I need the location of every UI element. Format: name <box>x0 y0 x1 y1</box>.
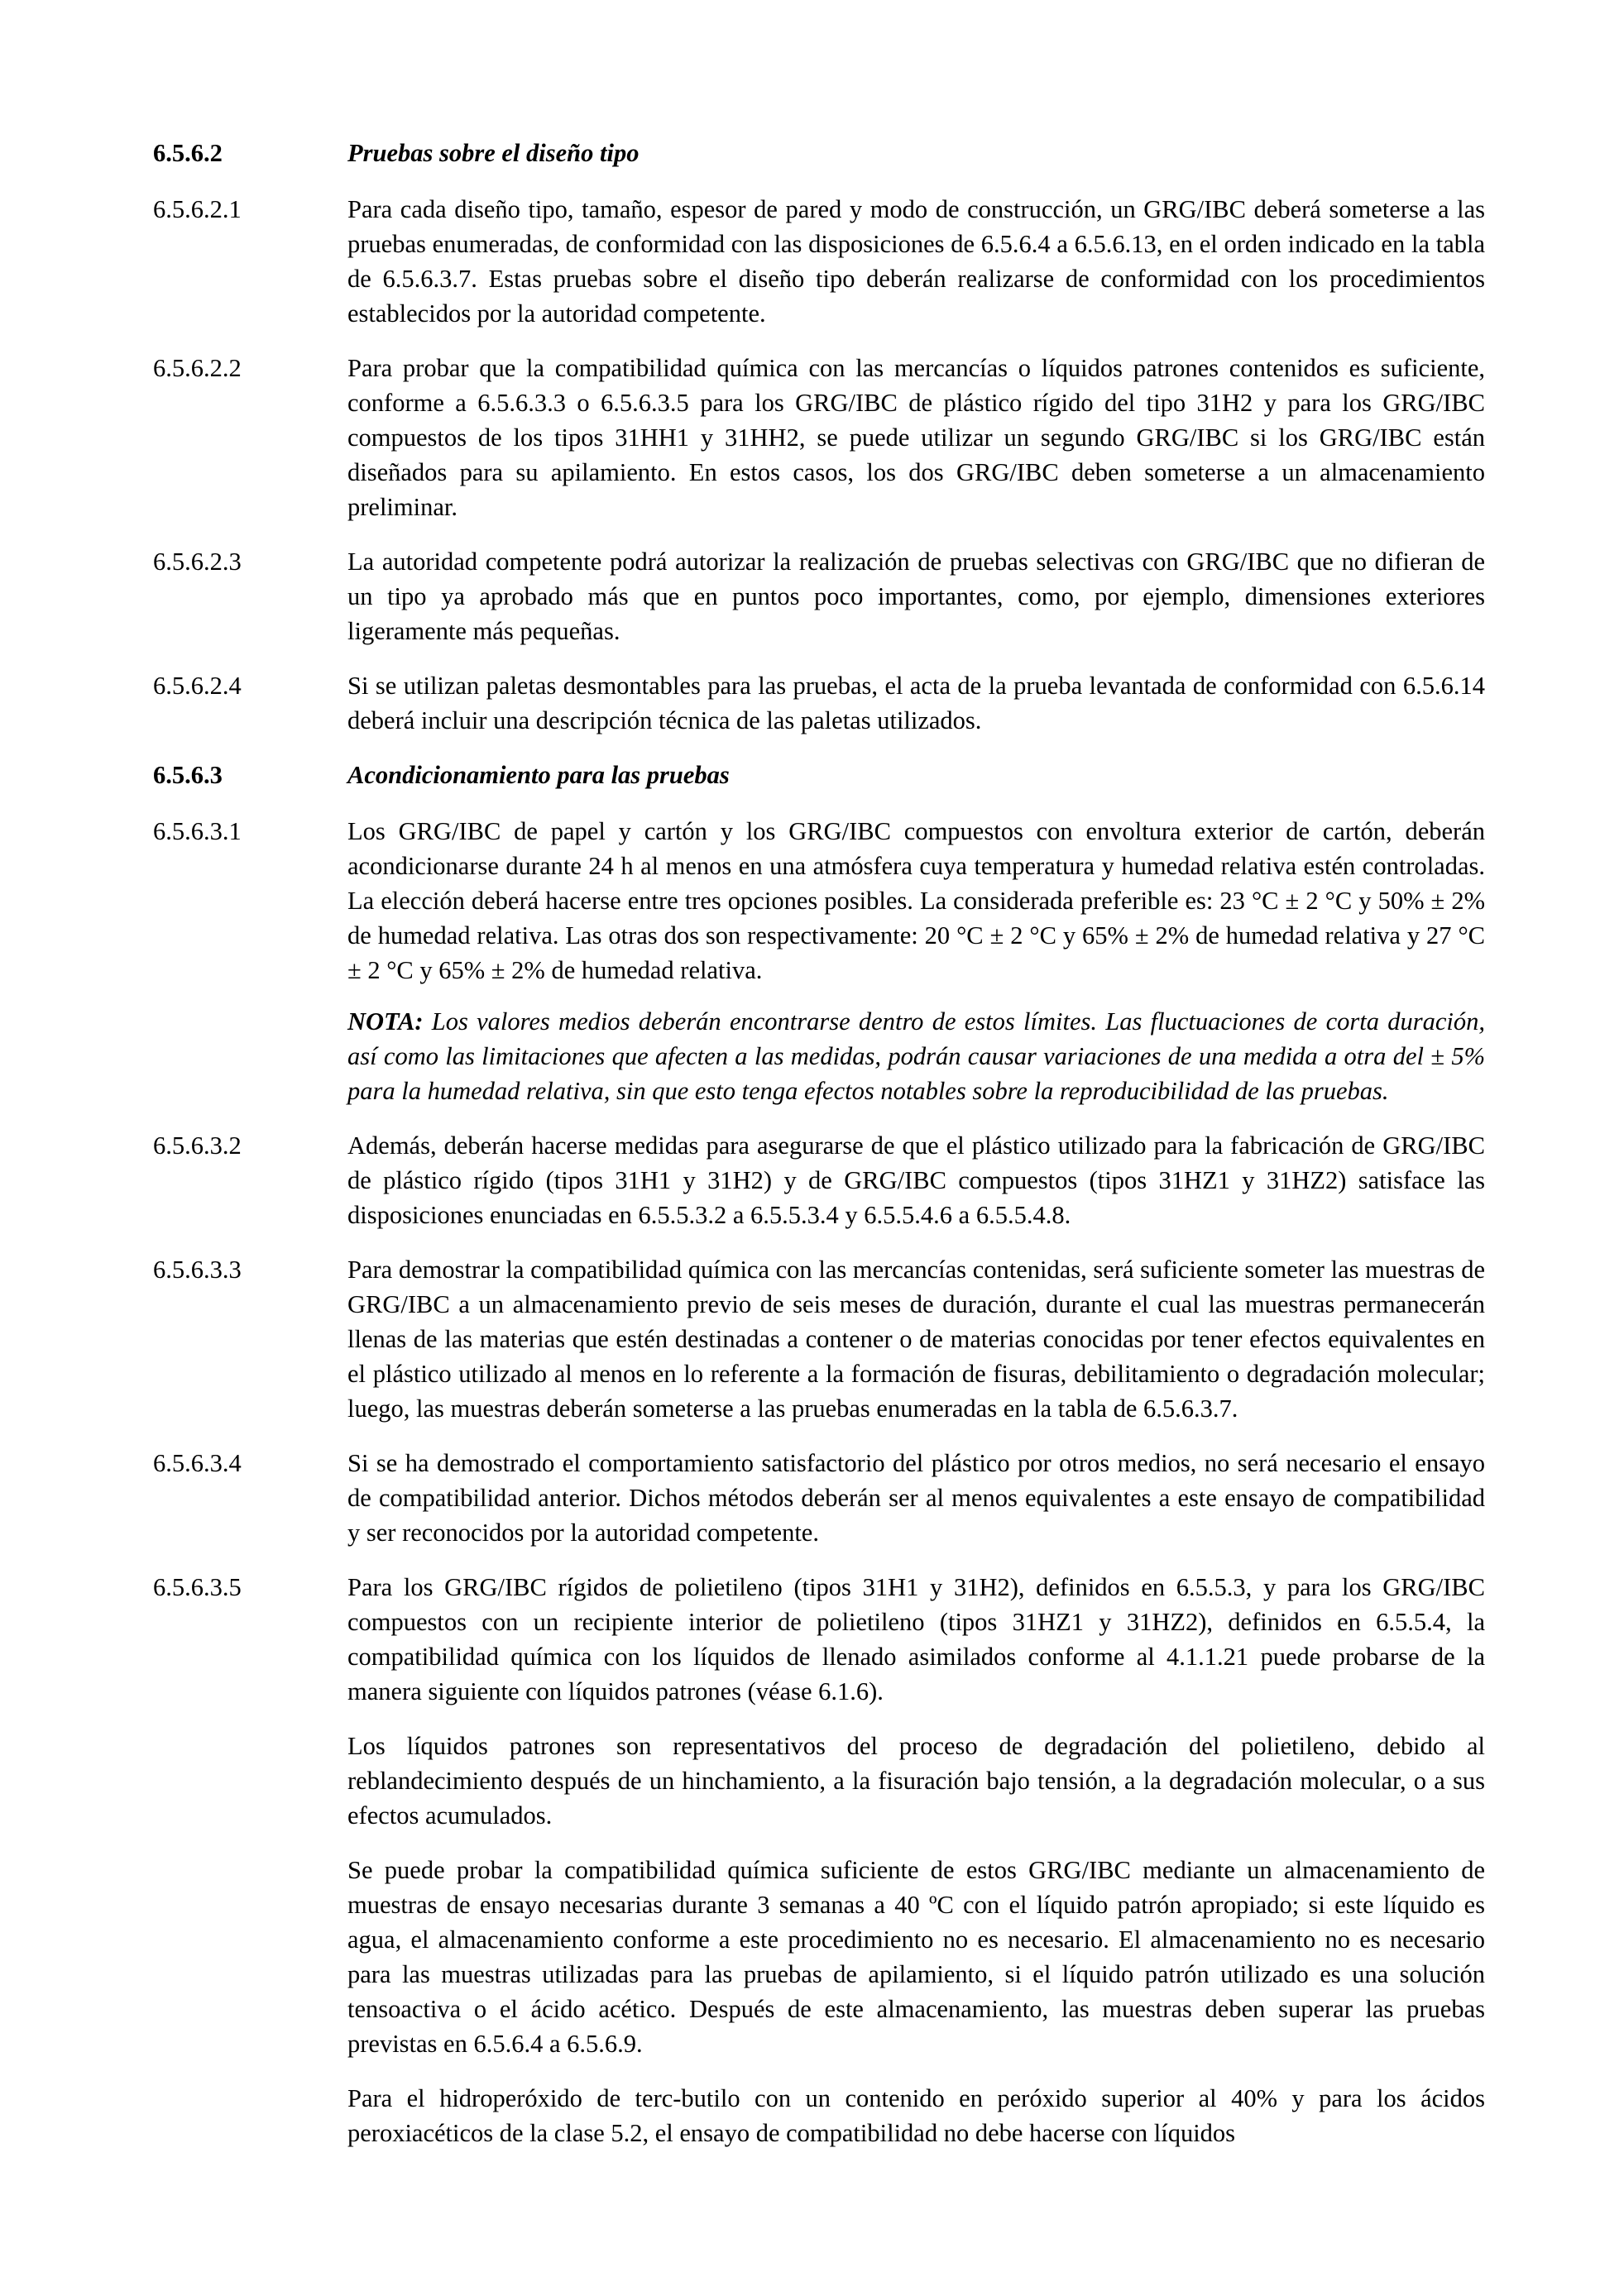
paragraph-text: Además, deberán hacerse medidas para asegurarse de que el plástico utilizado para la fabricación de GRG/IBC de plástico rígido (tipos 31H1 y 31H2) y de GRG/IBC compuestos (tipos 31HZ1 y 31HZ2) satisface las disposiciones enunciadas en 6.5.5.3.2 a 6.5.5.3.4 y 6.5.5.4.6 a 6.5.5.4.8. <box>347 1131 1485 1229</box>
section-number: 6.5.6.2 <box>153 139 223 167</box>
nota-label: NOTA: <box>347 1007 424 1036</box>
paragraph-65621 <box>153 192 1485 331</box>
nota-block <box>153 1004 1485 1108</box>
paragraph-text: La autoridad competente podrá autorizar la realización de pruebas selectivas con GRG/IBC que no difieran de un tipo ya aprobado más que en puntos poco importantes, como, por ejemplo, dimensiones exteriores ligeramente más pequeñas. <box>347 548 1485 645</box>
paragraph-text: Se puede probar la compatibilidad química suficiente de estos GRG/IBC mediante un almacenamiento de muestras de ensayo necesarias durante 3 semanas a 40 ºC con el líquido patrón apropiado; si este líquido es agua, el almacenamiento conforme a este procedimiento no es necesario. El almacenamiento no es necesario para las muestras utilizadas para las pruebas de apilamiento, si el líquido patrón utilizado es una solución tensoactiva o el ácido acético. Después de este almacenamiento, las muestras deben superar las pruebas previstas en 6.5.6.4 a 6.5.6.9. <box>347 1856 1485 2058</box>
section-number: 6.5.6.2.2 <box>153 354 242 382</box>
section-number: 6.5.6.3.2 <box>153 1131 242 1160</box>
paragraph-65623 <box>153 544 1485 648</box>
paragraph-text: Para demostrar la compatibilidad química con las mercancías contenidas, será suficiente someter las muestras de GRG/IBC a un almacenamiento previo de seis meses de duración, durante el cual las muestras permanecerán llenas de las materias que estén destinadas a contener o de materias conocidas por tener efectos equivalentes en el plástico utilizado al menos en lo referente a la formación de fisuras, debilitamiento o degradación molecular; luego, las muestras deberán someterse a las pruebas enumeradas en la tabla de 6.5.6.3.7. <box>347 1256 1485 1423</box>
paragraph-65635-cont-2 <box>153 1853 1485 2061</box>
paragraph-65633 <box>153 1252 1485 1426</box>
section-number: 6.5.6.2.1 <box>153 195 242 223</box>
section-number: 6.5.6.3.4 <box>153 1449 242 1477</box>
section-number: 6.5.6.3.5 <box>153 1573 242 1601</box>
paragraph-65635-cont-1 <box>153 1729 1485 1833</box>
paragraph-text: Para probar que la compatibilidad química con las mercancías o líquidos patrones contenidos es suficiente, conforme a 6.5.6.3.3 o 6.5.6.3.5 para los GRG/IBC de plástico rígido del tipo 31H2 y para los GRG/IBC compuestos de los tipos 31HH1 y 31HH2, se puede utilizar un segundo GRG/IBC si los GRG/IBC están diseñados para su apilamiento. En estos casos, los dos GRG/IBC deben someterse a un almacenamiento preliminar. <box>347 354 1485 521</box>
paragraph-65631 <box>153 814 1485 988</box>
paragraph-text: Para los GRG/IBC rígidos de polietileno (tipos 31H1 y 31H2), definidos en 6.5.5.3, y para los GRG/IBC compuestos con un recipiente interior de polietileno (tipos 31HZ1 y 31HZ2), definidos en 6.5.5.4, la compatibilidad química con los líquidos de llenado asimilados conforme al 4.1.1.21 puede probarse de la manera siguiente con líquidos patrones (véase 6.1.6). <box>347 1573 1485 1705</box>
paragraph-text: Los GRG/IBC de papel y cartón y los GRG/IBC compuestos con envoltura exterior de cartón, deberán acondicionarse durante 24 h al menos en una atmósfera cuya temperatura y humedad relativa estén controladas. La elección deberá hacerse entre tres opciones posibles. La considerada preferible es: 23 °C ± 2 °C y 50% ± 2% de humedad relativa. Las otras dos son respectivamente: 20 °C ± 2 °C y 65% ± 2% de humedad relativa y 27 °C ± 2 °C y 65% ± 2% de humedad relativa. <box>347 817 1485 984</box>
paragraph-65635 <box>153 1570 1485 1709</box>
paragraph-65624 <box>153 668 1485 738</box>
paragraph-text: Si se ha demostrado el comportamiento satisfactorio del plástico por otros medios, no será necesario el ensayo de compatibilidad anterior. Dichos métodos deberán ser al menos equivalentes a este ensayo de compatibilidad y ser reconocidos por la autoridad competente. <box>347 1449 1485 1547</box>
section-heading-6563 <box>153 758 1485 792</box>
paragraph-65622 <box>153 351 1485 524</box>
section-number: 6.5.6.3.1 <box>153 817 242 845</box>
section-heading-text: Pruebas sobre el diseño tipo <box>347 139 640 167</box>
nota-body: Los valores medios deberán encontrarse dentro de estos límites. Las fluctuaciones de corta duración, así como las limitaciones que afecten a las medidas, podrán causar variaciones de una medida a otra del ± 5% para la humedad relativa, sin que esto tenga efectos notables sobre la reproducibilidad de las pruebas. <box>347 1007 1485 1105</box>
section-heading-text: Acondicionamiento para las pruebas <box>347 761 730 789</box>
section-number: 6.5.6.2.4 <box>153 672 242 700</box>
paragraph-65632 <box>153 1128 1485 1232</box>
paragraph-65635-cont-3 <box>153 2081 1485 2150</box>
paragraph-text: Si se utilizan paletas desmontables para las pruebas, el acta de la prueba levantada de conformidad con 6.5.6.14 deberá incluir una descripción técnica de las paletas utilizados. <box>347 672 1485 734</box>
paragraph-text: Para cada diseño tipo, tamaño, espesor de pared y modo de construcción, un GRG/IBC deberá someterse a las pruebas enumeradas, de conformidad con las disposiciones de 6.5.6.4 a 6.5.6.13, en el orden indicado en la tabla de 6.5.6.3.7. Estas pruebas sobre el diseño tipo deberán realizarse de conformidad con los procedimientos establecidos por la autoridad competente. <box>347 195 1485 328</box>
nota-text <box>347 1004 1485 1108</box>
paragraph-text: Los líquidos patrones son representativos del proceso de degradación del polietileno, debido al reblandecimiento después de un hinchamiento, a la fisuración bajo tensión, a la degradación molecular, o a sus efectos acumulados. <box>347 1732 1485 1830</box>
section-number: 6.5.6.3.3 <box>153 1256 242 1284</box>
paragraph-65634 <box>153 1446 1485 1550</box>
section-heading-6562 <box>153 136 1485 170</box>
section-number: 6.5.6.2.3 <box>153 548 242 576</box>
paragraph-text: Para el hidroperóxido de terc-butilo con un contenido en peróxido superior al 40% y para los ácidos peroxiacéticos de la clase 5.2, el ensayo de compatibilidad no debe hacerse con líquidos <box>347 2084 1485 2147</box>
section-number: 6.5.6.3 <box>153 761 223 789</box>
